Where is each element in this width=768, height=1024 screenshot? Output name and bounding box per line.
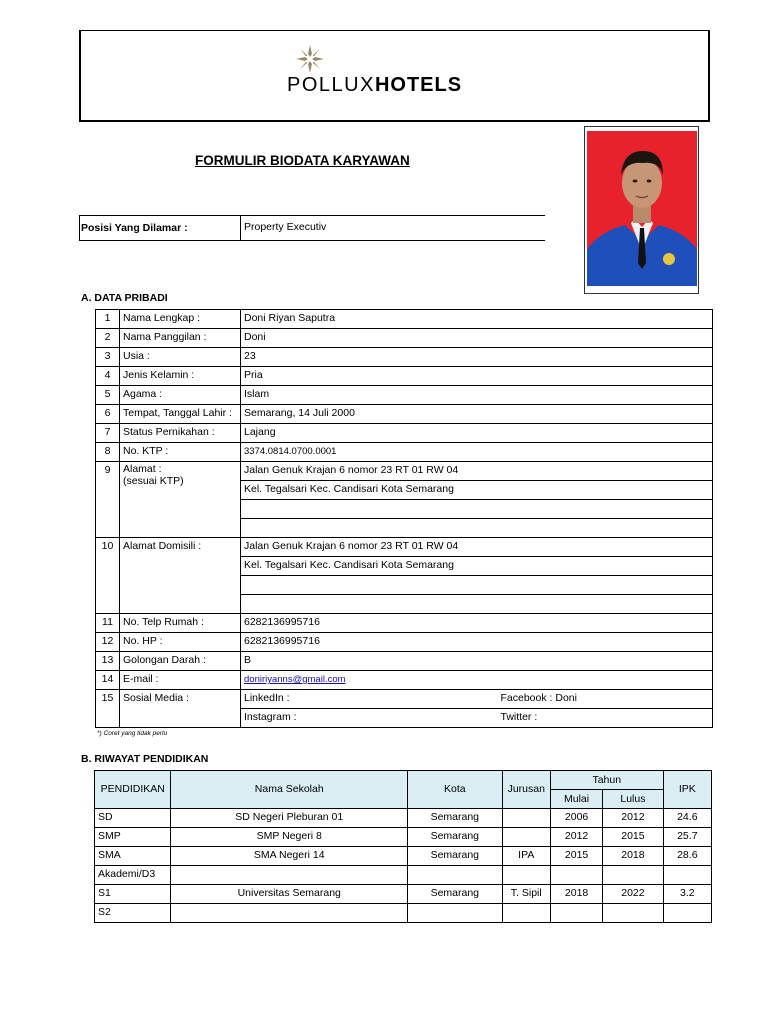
address-line-4[interactable]	[241, 519, 713, 538]
form-title: FORMULIR BIODATA KARYAWAN	[195, 153, 410, 168]
position-box-top-border	[79, 215, 545, 216]
edu-level: S1	[95, 885, 171, 904]
table-row	[96, 443, 713, 462]
logo-text-light: POLLUX	[287, 74, 375, 96]
edu-end[interactable]: 2012	[603, 809, 663, 828]
field-value[interactable]: B	[241, 652, 713, 671]
table-row	[95, 904, 712, 923]
row-number: 12	[96, 633, 120, 652]
address-line-3[interactable]	[241, 500, 713, 519]
email-link[interactable]: doniriyanns@gmail.com	[244, 674, 346, 685]
field-label: Alamat Domisili :	[120, 538, 241, 614]
edu-major[interactable]	[502, 828, 550, 847]
table-row	[96, 633, 713, 652]
row-number: 11	[96, 614, 120, 633]
table-row	[96, 614, 713, 633]
header-nama-sekolah: Nama Sekolah	[171, 771, 408, 809]
position-box-bottom-border	[79, 240, 545, 241]
email-cell	[241, 671, 713, 690]
address-label: Alamat :	[123, 463, 162, 475]
row-number: 1	[96, 310, 120, 329]
table-row	[96, 386, 713, 405]
edu-ipk[interactable]: 3.2	[663, 885, 711, 904]
edu-ipk[interactable]	[663, 866, 711, 885]
field-label: Nama Panggilan :	[120, 329, 241, 348]
address-line-1[interactable]: Jalan Genuk Krajan 6 nomor 23 RT 01 RW 04	[241, 462, 713, 481]
field-value[interactable]: 23	[241, 348, 713, 367]
header-jurusan: Jurusan	[502, 771, 550, 809]
edu-major[interactable]	[502, 904, 550, 923]
field-value[interactable]: Doni Riyan Saputra	[241, 310, 713, 329]
field-label: Tempat, Tanggal Lahir :	[120, 405, 241, 424]
section-b-title: B. RIWAYAT PENDIDIKAN	[81, 753, 209, 765]
address-line-2[interactable]: Kel. Tegalsari Kec. Candisari Kota Semarang	[241, 481, 713, 500]
facebook-field[interactable]: Facebook : Doni	[499, 690, 713, 709]
edu-start[interactable]: 2006	[550, 809, 602, 828]
edu-end[interactable]	[603, 866, 663, 885]
domicile-line-4[interactable]	[241, 595, 713, 614]
table-row	[96, 310, 713, 329]
field-value[interactable]: Islam	[241, 386, 713, 405]
field-label	[120, 462, 241, 538]
row-number: 15	[96, 690, 120, 728]
row-number: 10	[96, 538, 120, 614]
pollux-hotels-logo	[287, 74, 462, 97]
edu-end[interactable]: 2022	[603, 885, 663, 904]
domicile-line-3[interactable]	[241, 576, 713, 595]
footnote: *) Coret yang tidak perlu	[97, 730, 168, 737]
field-value[interactable]: 3374.0814.0700.0001	[241, 443, 713, 462]
edu-school[interactable]: SMP Negeri 8	[171, 828, 408, 847]
edu-school[interactable]: SD Negeri Pleburan 01	[171, 809, 408, 828]
edu-major[interactable]: T. Sipil	[502, 885, 550, 904]
row-number: 2	[96, 329, 120, 348]
personal-data-table	[95, 309, 713, 728]
section-a-title: A. DATA PRIBADI	[81, 292, 168, 304]
field-value[interactable]: Semarang, 14 Juli 2000	[241, 405, 713, 424]
edu-start[interactable]: 2018	[550, 885, 602, 904]
row-number: 14	[96, 671, 120, 690]
edu-level: SMP	[95, 828, 171, 847]
table-row	[96, 405, 713, 424]
field-value[interactable]: 6282136995716	[241, 614, 713, 633]
table-row	[96, 348, 713, 367]
row-number: 7	[96, 424, 120, 443]
applicant-photo	[587, 131, 697, 286]
header-pendidikan: PENDIDIKAN	[95, 771, 171, 809]
field-label: Status Pernikahan :	[120, 424, 241, 443]
row-number: 4	[96, 367, 120, 386]
edu-level: SMA	[95, 847, 171, 866]
field-value[interactable]: Doni	[241, 329, 713, 348]
edu-end[interactable]: 2015	[603, 828, 663, 847]
field-label: Agama :	[120, 386, 241, 405]
field-label: No. KTP :	[120, 443, 241, 462]
position-value[interactable]: Property Executiv	[244, 221, 327, 233]
instagram-field[interactable]: Instagram :	[241, 709, 499, 728]
header-tahun: Tahun	[550, 771, 663, 790]
edu-level: Akademi/D3	[95, 866, 171, 885]
edu-major[interactable]	[502, 809, 550, 828]
edu-ipk[interactable]: 28.6	[663, 847, 711, 866]
table-row	[95, 847, 712, 866]
row-number: 5	[96, 386, 120, 405]
domicile-line-1[interactable]: Jalan Genuk Krajan 6 nomor 23 RT 01 RW 04	[241, 538, 713, 557]
edu-city[interactable]	[408, 904, 503, 923]
table-row	[96, 424, 713, 443]
edu-start[interactable]	[550, 866, 602, 885]
field-label: Nama Lengkap :	[120, 310, 241, 329]
edu-city[interactable]: Semarang	[408, 885, 503, 904]
field-label: No. HP :	[120, 633, 241, 652]
field-label: Sosial Media :	[120, 690, 241, 728]
field-label: Jenis Kelamin :	[120, 367, 241, 386]
edu-level: SD	[95, 809, 171, 828]
field-label: No. Telp Rumah :	[120, 614, 241, 633]
table-row	[96, 538, 713, 557]
edu-city[interactable]: Semarang	[408, 828, 503, 847]
header-kota: Kota	[408, 771, 503, 809]
header-mulai: Mulai	[550, 790, 602, 809]
field-label: Usia :	[120, 348, 241, 367]
row-number: 9	[96, 462, 120, 538]
table-row	[96, 652, 713, 671]
row-number: 13	[96, 652, 120, 671]
edu-start[interactable]	[550, 904, 602, 923]
table-row	[95, 866, 712, 885]
edu-major[interactable]	[502, 866, 550, 885]
edu-end[interactable]	[603, 904, 663, 923]
row-number: 3	[96, 348, 120, 367]
table-row	[96, 671, 713, 690]
edu-city[interactable]: Semarang	[408, 847, 503, 866]
domicile-line-2[interactable]: Kel. Tegalsari Kec. Candisari Kota Semarang	[241, 557, 713, 576]
edu-level: S2	[95, 904, 171, 923]
table-header-row	[95, 771, 712, 790]
edu-city[interactable]: Semarang	[408, 809, 503, 828]
twitter-field[interactable]: Twitter :	[499, 709, 713, 728]
edu-end[interactable]: 2018	[603, 847, 663, 866]
education-table	[94, 770, 712, 923]
position-box-left-border	[79, 215, 80, 240]
field-label: E-mail :	[120, 671, 241, 690]
edu-city[interactable]	[408, 866, 503, 885]
edu-start[interactable]: 2015	[550, 847, 602, 866]
edu-ipk[interactable]	[663, 904, 711, 923]
header-lulus: Lulus	[603, 790, 663, 809]
linkedin-field[interactable]: LinkedIn :	[241, 690, 499, 709]
edu-school[interactable]: SMA Negeri 14	[171, 847, 408, 866]
header-ipk: IPK	[663, 771, 711, 809]
pollux-star-logo-icon	[296, 45, 324, 73]
table-row	[95, 809, 712, 828]
table-row	[96, 329, 713, 348]
table-row	[96, 462, 713, 481]
row-number: 8	[96, 443, 120, 462]
field-value[interactable]: 6282136995716	[241, 633, 713, 652]
edu-ipk[interactable]: 24.6	[663, 809, 711, 828]
table-row	[95, 828, 712, 847]
edu-start[interactable]: 2012	[550, 828, 602, 847]
edu-school[interactable]	[171, 866, 408, 885]
table-row	[96, 690, 713, 709]
field-value[interactable]: Pria	[241, 367, 713, 386]
edu-major[interactable]: IPA	[502, 847, 550, 866]
edu-school[interactable]: Universitas Semarang	[171, 885, 408, 904]
position-label: Posisi Yang Dilamar :	[81, 222, 188, 234]
edu-ipk[interactable]: 25.7	[663, 828, 711, 847]
logo-text-bold: HOTELS	[374, 74, 463, 96]
field-label: Golongan Darah :	[120, 652, 241, 671]
edu-school[interactable]	[171, 904, 408, 923]
address-sublabel: (sesuai KTP)	[123, 475, 184, 487]
table-row	[95, 885, 712, 904]
table-row	[96, 367, 713, 386]
field-value[interactable]: Lajang	[241, 424, 713, 443]
row-number: 6	[96, 405, 120, 424]
position-box-divider	[240, 215, 241, 240]
